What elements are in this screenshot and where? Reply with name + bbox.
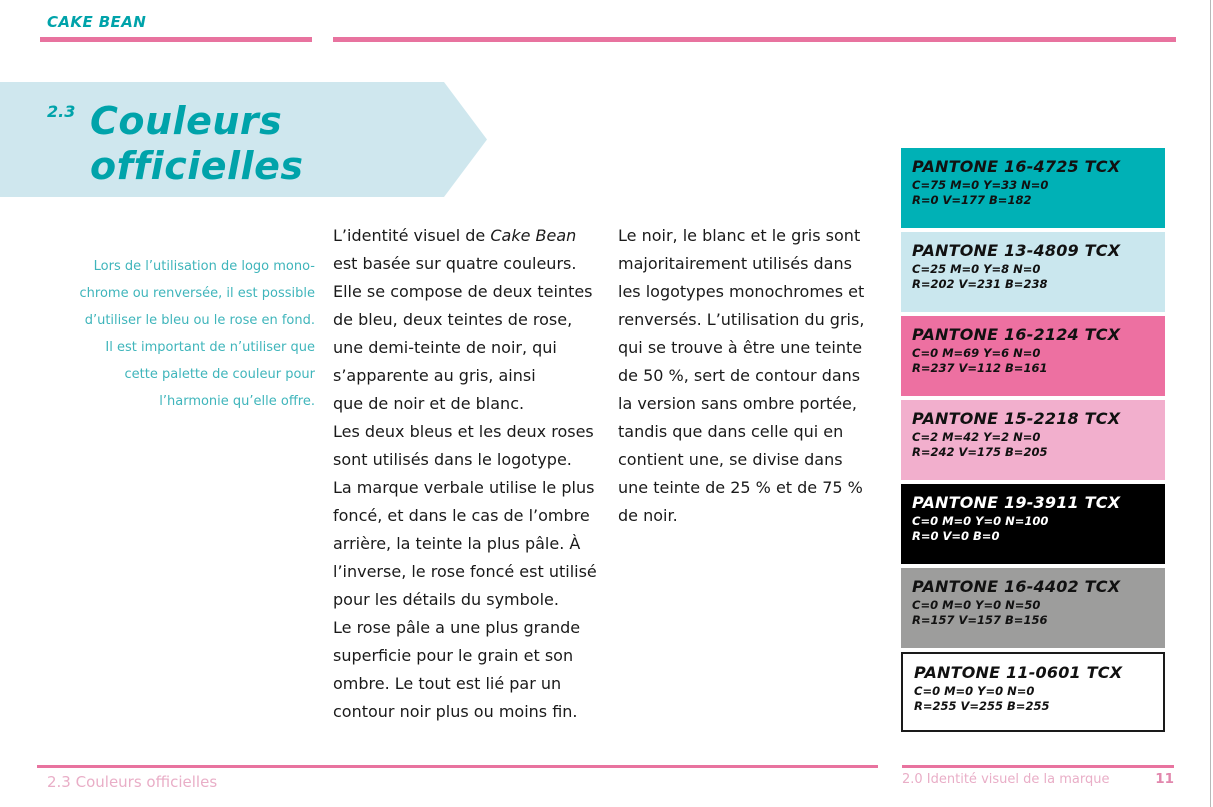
margin-note-line: Lors de l’utilisation de logo mono- — [93, 259, 315, 274]
body-column-2 — [618, 222, 864, 530]
body-line: contient une, se divise dans — [618, 450, 843, 469]
header-rule-left — [40, 37, 312, 42]
body-line: Le rose pâle a une plus grande — [333, 618, 581, 637]
body-line: les logotypes monochromes et — [618, 282, 865, 301]
header-rule-right — [333, 37, 1176, 42]
margin-note-line: chrome ou renversée, il est possible — [79, 286, 315, 301]
pantone-rgb-values: R=242 V=175 B=205 — [912, 445, 1048, 459]
pantone-cmyk-values: C=0 M=0 Y=0 N=0 — [914, 684, 1035, 698]
body-line: pour les détails du symbole. — [333, 590, 559, 609]
pantone-cmyk-values: C=75 M=0 Y=33 N=0 — [912, 178, 1049, 192]
body-line: est basée sur quatre couleurs. — [333, 254, 577, 273]
pantone-name: PANTONE 16-2124 TCX — [912, 325, 1121, 344]
body-line: de noir. — [618, 506, 678, 525]
pantone-swatch — [901, 484, 1165, 564]
pantone-swatch — [901, 400, 1165, 480]
pantone-name: PANTONE 13-4809 TCX — [912, 241, 1121, 260]
body-line: sont utilisés dans le logotype. — [333, 450, 572, 469]
pantone-cmyk-values: C=2 M=42 Y=2 N=0 — [912, 430, 1041, 444]
body-text: L’identité visuel de — [333, 226, 491, 245]
pantone-name: PANTONE 19-3911 TCX — [912, 493, 1121, 512]
brand-logo: CAKE BEAN — [47, 13, 147, 31]
body-line: une demi-teinte de noir, qui — [333, 338, 557, 357]
pantone-swatch — [901, 316, 1165, 396]
pantone-cmyk-values: C=0 M=69 Y=6 N=0 — [912, 346, 1041, 360]
pantone-cmyk-values: C=0 M=0 Y=0 N=50 — [912, 598, 1041, 612]
body-line: une teinte de 25 % et de 75 % — [618, 478, 863, 497]
body-line: contour noir plus ou moins fin. — [333, 702, 578, 721]
body-line — [333, 222, 597, 250]
body-line: renversés. L’utilisation du gris, — [618, 310, 865, 329]
pantone-swatch — [901, 148, 1165, 228]
body-line: superficie pour le grain et son — [333, 646, 574, 665]
body-line: qui se trouve à être une teinte — [618, 338, 863, 357]
pantone-swatch — [901, 568, 1165, 648]
pantone-rgb-values: R=202 V=231 B=238 — [912, 277, 1048, 291]
body-line: Le noir, le blanc et le gris sont — [618, 226, 861, 245]
body-line: que de noir et de blanc. — [333, 394, 525, 413]
footer-rule-right — [902, 765, 1174, 768]
pantone-cmyk-values: C=0 M=0 Y=0 N=100 — [912, 514, 1049, 528]
pantone-swatch — [901, 652, 1165, 732]
pantone-rgb-values: R=237 V=112 B=161 — [912, 361, 1048, 375]
pantone-name: PANTONE 16-4725 TCX — [912, 157, 1121, 176]
margin-note-line: Il est important de n’utiliser que — [105, 340, 315, 355]
page-title — [90, 99, 303, 189]
body-line: s’apparente au gris, ainsi — [333, 366, 536, 385]
body-line: la version sans ombre portée, — [618, 394, 857, 413]
body-line: de bleu, deux teintes de rose, — [333, 310, 573, 329]
section-number: 2.3 — [47, 102, 76, 121]
body-column-1 — [333, 222, 597, 726]
margin-note-line: l’harmonie qu’elle offre. — [159, 394, 315, 409]
pantone-rgb-values: R=0 V=0 B=0 — [912, 529, 1000, 543]
pantone-name: PANTONE 15-2218 TCX — [912, 409, 1121, 428]
body-line: tandis que dans celle qui en — [618, 422, 844, 441]
pantone-rgb-values: R=255 V=255 B=255 — [914, 699, 1050, 713]
body-line: La marque verbale utilise le plus — [333, 478, 595, 497]
body-line: ombre. Le tout est lié par un — [333, 674, 562, 693]
footer-section-label: 2.3 Couleurs officielles — [47, 773, 218, 791]
margin-note-line: d’utiliser le bleu ou le rose en fond. — [84, 313, 315, 328]
page-edge-line — [1210, 0, 1211, 807]
body-line: majoritairement utilisés dans — [618, 254, 852, 273]
pantone-swatch — [901, 232, 1165, 312]
footer-rule-left — [37, 765, 878, 768]
pantone-cmyk-values: C=25 M=0 Y=8 N=0 — [912, 262, 1041, 276]
body-line: l’inverse, le rose foncé est utilisé — [333, 562, 597, 581]
pantone-name: PANTONE 11-0601 TCX — [914, 663, 1123, 682]
margin-note-line: cette palette de couleur pour — [124, 367, 315, 382]
body-line: arrière, la teinte la plus pâle. À — [333, 534, 581, 553]
body-line: foncé, et dans le cas de l’ombre — [333, 506, 590, 525]
pantone-rgb-values: R=157 V=157 B=156 — [912, 613, 1048, 627]
body-line: Les deux bleus et les deux roses — [333, 422, 594, 441]
body-line: Elle se compose de deux teintes — [333, 282, 593, 301]
pantone-swatch-list — [901, 148, 1165, 736]
brand-name-italic: Cake Bean — [490, 226, 577, 245]
footer-chapter-label: 2.0 Identité visuel de la marque — [902, 772, 1110, 787]
page-title-line2: officielles — [90, 144, 304, 188]
page-number: 11 — [1155, 771, 1174, 787]
body-line: de 50 %, sert de contour dans — [618, 366, 861, 385]
page-title-line1: Couleurs — [90, 99, 283, 143]
margin-note — [40, 253, 315, 415]
pantone-rgb-values: R=0 V=177 B=182 — [912, 193, 1032, 207]
pantone-name: PANTONE 16-4402 TCX — [912, 577, 1121, 596]
